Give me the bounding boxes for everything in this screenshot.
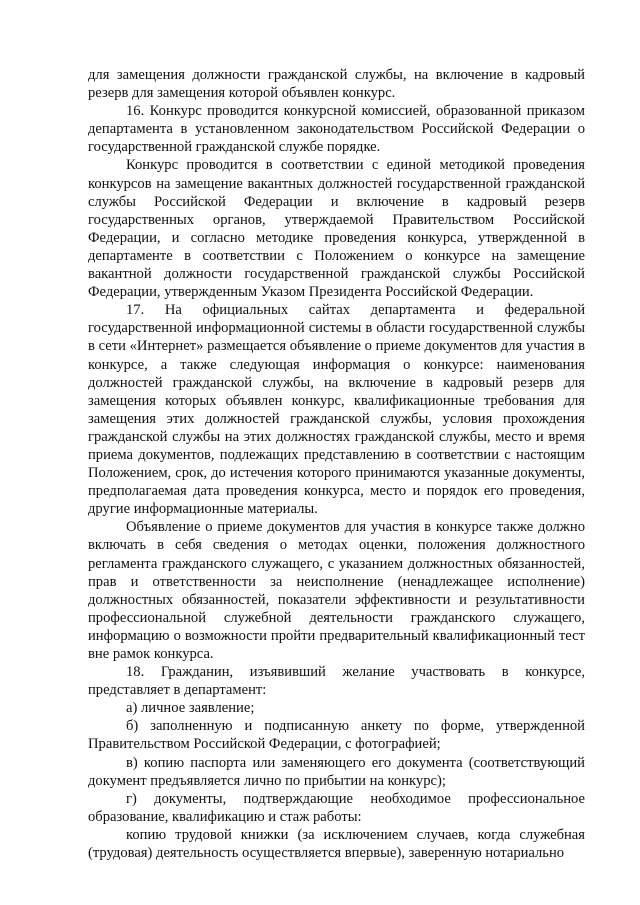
paragraph-17: 17. На официальных сайтах департамента и федеральной государственной информационной системы в области государственной службы в сети «Интернет» размещается объявление о приеме документов для участия в конкурсе, а также следующая информация о конкурсе: наименования должностей гражданской службы, на включение в кадровый резерв для замещения которых объявлен конкурс, квалификационные требования для замещения этих должностей гражданской службы, условия прохождения гражданской службы на этих должностях гражданской службы, место и время приема документов, подлежащих представлению в соответствии с настоящим Положением, срок, до истечения которого принимаются указанные документы, предполагаемая дата проведения конкурса, место и порядок его проведения, другие информационные материалы. xyxy=(88,302,585,518)
document-body xyxy=(88,66,585,862)
paragraph-16-methodology: Конкурс проводится в соответствии с единой методикой проведения конкурсов на замещение вакантных должностей государственной гражданской службы Российской Федерации и включение в кадровый резерв государственных органов, утверждаемой Правительством Российской Федерации, и согласно методике проведения конкурса, утвержденной в департаменте в соответствии с Положением о конкурсе на замещение вакантной должности государственной гражданской службы Российской Федерации, утвержденным Указом Президента Российской Федерации. xyxy=(88,157,585,301)
item-g-employment-book: копию трудовой книжки (за исключением случаев, когда служебная (трудовая) деятельность осуществляется впервые), заверенную нотариально xyxy=(88,826,585,862)
item-b: б) заполненную и подписанную анкету по форме, утвержденной Правительством Российской Федерации, с фотографией; xyxy=(88,718,585,753)
item-g: г) документы, подтверждающие необходимое профессиональное образование, квалификацию и стаж работы: xyxy=(88,790,585,825)
paragraph-continuation: для замещения должности гражданской службы, на включение в кадровый резерв для замещения которой объявлен конкурс. xyxy=(88,67,585,102)
paragraph-17-announcement: Объявление о приеме документов для участия в конкурсе также должно включать в себя сведения о методах оценки, положения должностного регламента гражданского служащего, с указанием должностных обязанностей, прав и ответственности за неисполнение (ненадлежащее исполнение) должностных обязанностей, показатели эффективности и результативности профессиональной служебной деятельности гражданского служащего, информацию о возможности пройти предварительный квалификационный тест вне рамок конкурса. xyxy=(88,519,585,662)
item-v: в) копию паспорта или заменяющего его документа (соответствующий документ предъявляется лично по прибытии на конкурс); xyxy=(88,754,585,789)
item-a: а) личное заявление; xyxy=(126,700,255,717)
paragraph-16: 16. Конкурс проводится конкурсной комиссией, образованной приказом департамента в установленном законодательством Российской Федерации о государственной гражданской службе порядке. xyxy=(88,103,585,156)
paragraph-18: 18. Гражданин, изъявивший желание участвовать в конкурсе, представляет в департамент: xyxy=(88,664,585,699)
